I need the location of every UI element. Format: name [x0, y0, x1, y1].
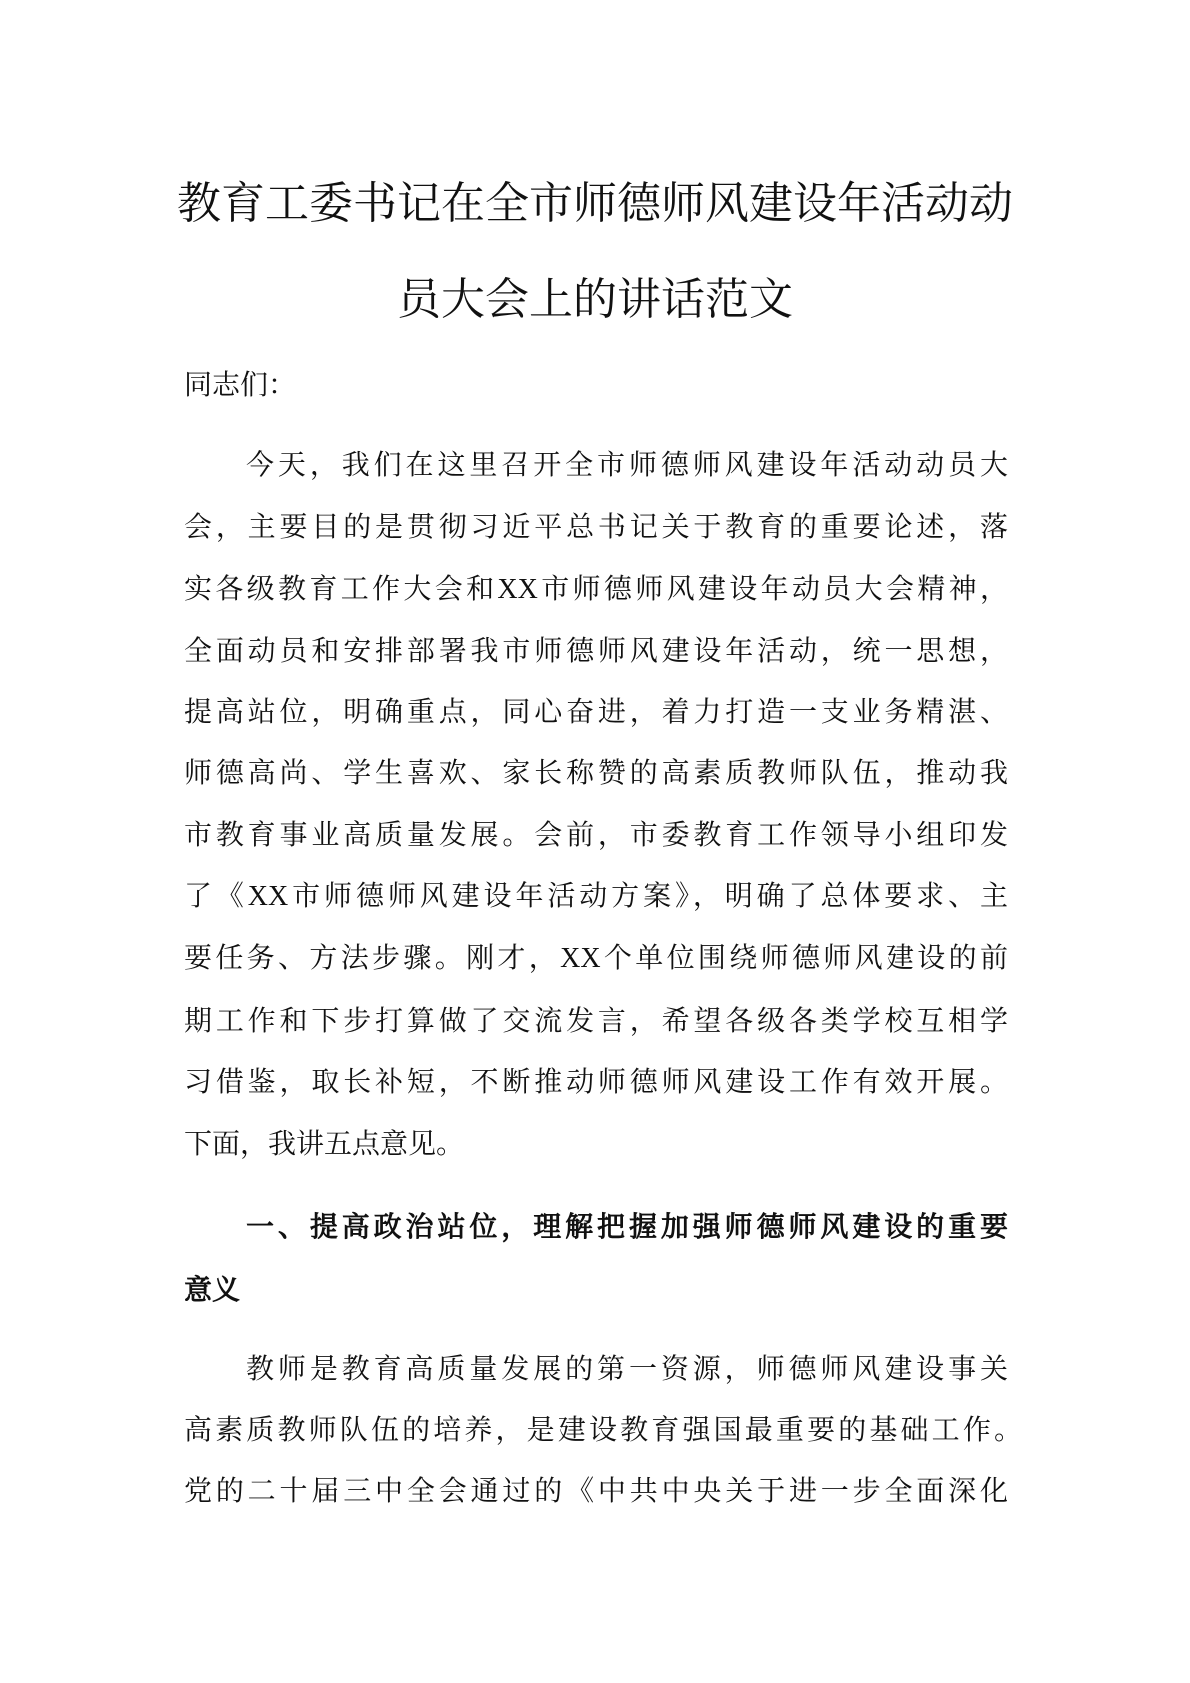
- paragraph-line: 师德高尚、学生喜欢、家长称赞的高素质教师队伍，推动我: [184, 758, 1008, 789]
- paragraph-line: 了《XX市师德师风建设年活动方案》，明确了总体要求、主: [184, 881, 1008, 912]
- paragraph-line: 实各级教育工作大会和XX市师德师风建设年动员大会精神，: [184, 574, 1008, 605]
- paragraph-line: 高素质教师队伍的培养，是建设教育强国最重要的基础工作。: [184, 1415, 1022, 1446]
- paragraph-line: 提高站位，明确重点，同心奋进，着力打造一支业务精湛、: [184, 697, 1008, 728]
- paragraph-line: 要任务、方法步骤。刚才，XX个单位围绕师德师风建设的前: [184, 943, 1008, 974]
- paragraph-line: 今天，我们在这里召开全市师德师风建设年活动动员大: [246, 450, 1008, 481]
- section-heading-line: 一、提高政治站位，理解把握加强师德师风建设的重要: [246, 1211, 1008, 1242]
- paragraph-line: 会，主要目的是贯彻习近平总书记关于教育的重要论述，落: [184, 512, 1008, 543]
- paragraph-line: 习借鉴，取长补短，不断推动师德师风建设工作有效开展。: [184, 1067, 1008, 1098]
- document-title-line-1: 教育工委书记在全市师德师风建设年活动动: [177, 179, 1013, 228]
- salutation: 同志们：: [184, 370, 297, 401]
- paragraph-line: 党的二十届三中全会通过的《中共中央关于进一步全面深化: [184, 1476, 1008, 1507]
- paragraph-line: 教师是教育高质量发展的第一资源，师德师风建设事关: [246, 1354, 1008, 1385]
- paragraph-line: 期工作和下步打算做了交流发言，希望各级各类学校互相学: [184, 1006, 1008, 1037]
- document-title-line-2: 员大会上的讲话范文: [397, 275, 793, 324]
- paragraph-line: 全面动员和安排部署我市师德师风建设年活动，统一思想，: [184, 636, 1008, 667]
- paragraph-line: 下面，我讲五点意见。: [184, 1129, 465, 1160]
- paragraph-line: 市教育事业高质量发展。会前，市委教育工作领导小组印发: [184, 820, 1008, 851]
- section-heading-line: 意义: [184, 1274, 241, 1305]
